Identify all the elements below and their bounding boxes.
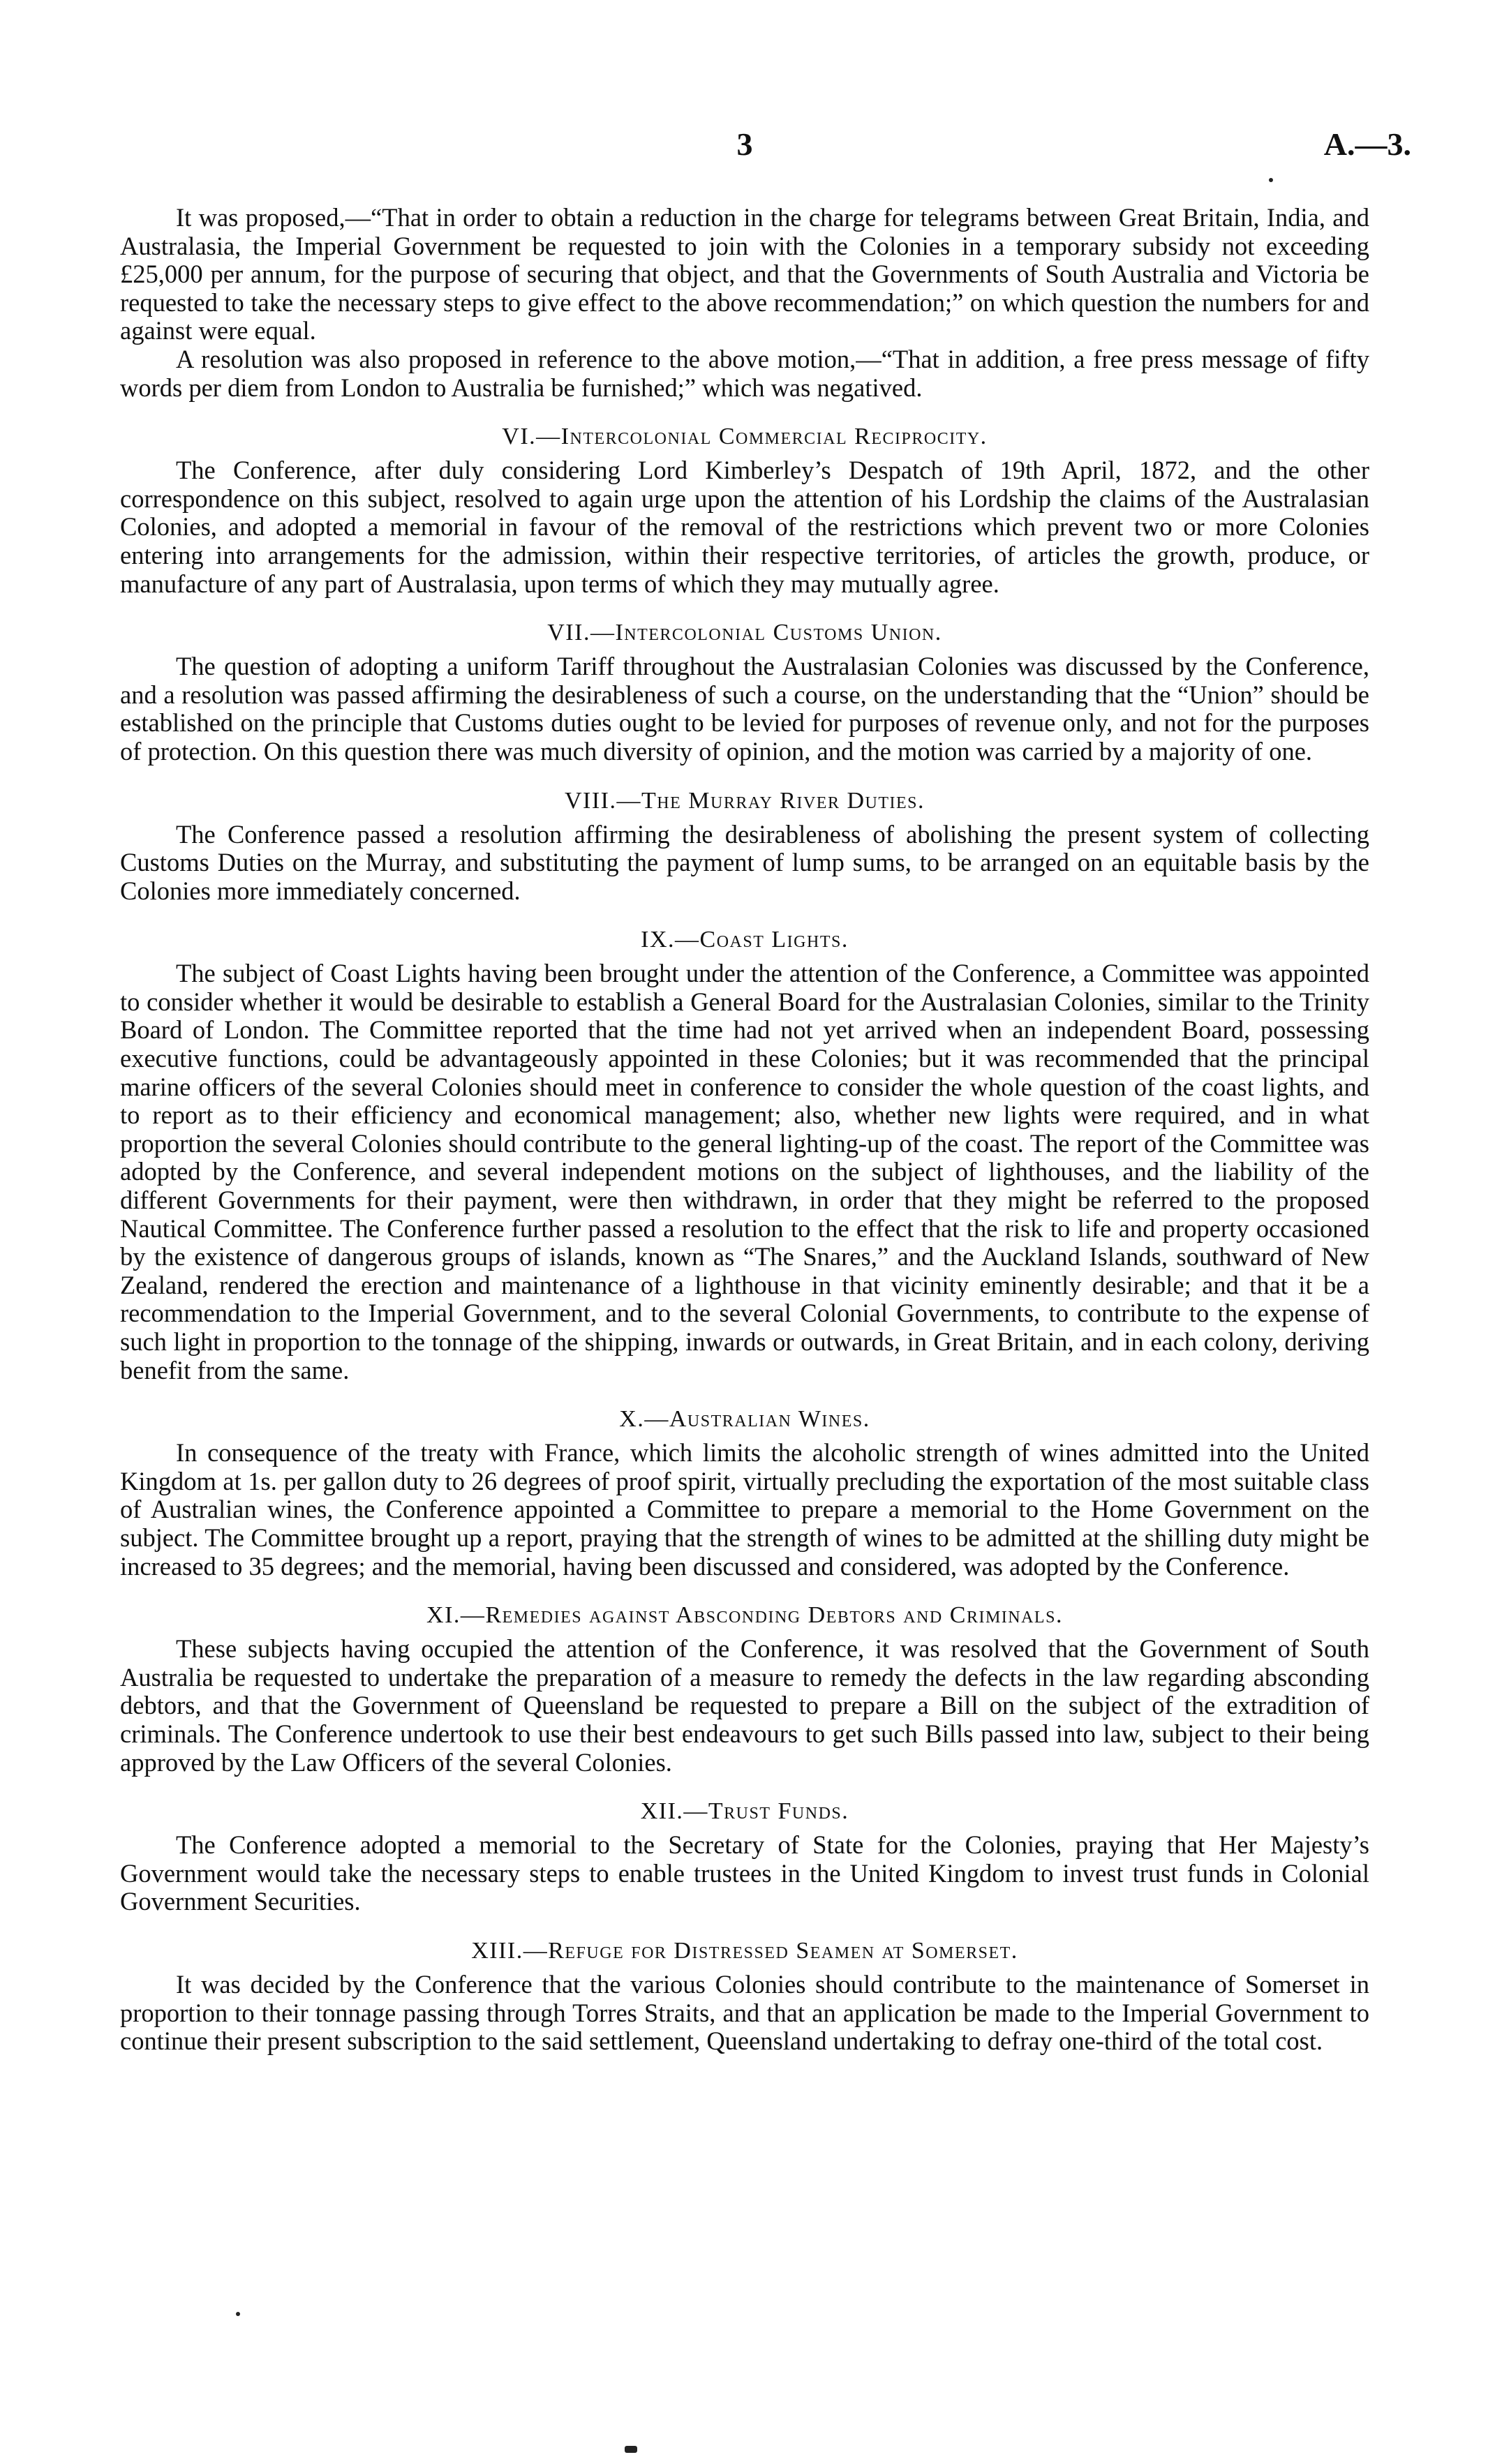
section-body-seamen-refuge: It was decided by the Conference that the various Colonies should contribute to the maintenance of Somerset in proportion to their tonnage passing through Torres Straits, and that an application be made to the Imperial Government to continue their present subscription to the said settlement, Queensland undertaking to defray one-third of the total cost. xyxy=(120,1969,1369,2056)
stray-dot-mark xyxy=(236,2312,240,2316)
section-numeral: XIII.— xyxy=(471,1937,549,1964)
section-body-murray-river: The Conference passed a resolution affirming the desirableness of abolishing the present system of collecting Customs Duties on the Murray, and substituting the payment of lump sums, to be arranged on an equitable basis by the Colonies more immediately concerned. xyxy=(120,819,1369,905)
section-numeral: IX.— xyxy=(641,927,700,953)
section-numeral: VII.— xyxy=(547,620,616,646)
section-heading-reciprocity xyxy=(120,423,1369,451)
section-body-trust-funds: The Conference adopted a memorial to the Secretary of State for the Colonies, praying that Her Majesty’s Government would take the necessary steps to enable trustees in the United Kingdom to invest trust funds in Colonial Government Securities. xyxy=(120,1830,1369,1916)
section-heading-murray-river xyxy=(120,787,1369,815)
section-heading-customs-union xyxy=(120,619,1369,647)
section-heading-absconding-debtors xyxy=(120,1601,1369,1629)
stray-dot-mark xyxy=(1269,178,1273,182)
section-body-australian-wines: In consequence of the treaty with France, which limits the alcoholic strength of wines admitted into the United Kingdom at 1s. per gallon duty to 26 degrees of proof spirit, virtually precluding the exportation of the most suitable class of Australian wines, the Conference appointed a Committee to prepare a memorial to the Home Government on the subject. The Committee brought up a report, praying that the strength of wines to be admitted at the shilling duty might be increased to 35 degrees; and the memorial, having been discussed and considered, was adopted by the Conference. xyxy=(120,1438,1369,1581)
page-number: 3 xyxy=(736,126,753,162)
section-numeral: XI.— xyxy=(426,1602,486,1629)
opening-paragraph-press-message: A resolution was also proposed in reference to the above motion,—“That in addition, a free press message of fifty words per diem from London to Australia be furnished;” which was negatived. xyxy=(120,344,1369,402)
section-title: Intercolonial Commercial Reciprocity. xyxy=(560,424,988,450)
section-body-coast-lights: The subject of Coast Lights having been brought under the attention of the Conference, a Committee was appointed to consider whether it would be desirable to establish a General Board for the Australasian Colonies, similar to the Trinity Board of London. The Committee reported that the time had not yet arrived when an independent Board, possessing executive functions, could be advantageously appointed in these Colonies; but it was recommended that the principal marine officers of the several Colonies should meet in conference to consider the whole question of the coast lights, and to report as to their efficiency and economical management; also, whether new lights were required, and in what proportion the several Colonies should contribute to the general lighting-up of the coast. The report of the Committee was adopted by the Conference, and several independent motions on the subject of lighthouses, and the liability of the different Governments for their payment, were then withdrawn, in order that they might be referred to the proposed Nautical Committee. The Conference further passed a resolution to the effect that the risk to life and property occasioned by the existence of dangerous groups of islands, known as “The Snares,” and the Auckland Islands, southward of New Zealand, rendered the erection and maintenance of a lighthouse in that vicinity eminently desirable; and that it be a recommendation to the Imperial Government, and to the several Colonial Governments, to contribute to the expense of such light in proportion to the tonnage of the shipping, inwards or outwards, in Great Britain, and in each colony, deriving benefit from the same. xyxy=(120,959,1369,1384)
section-body-reciprocity: The Conference, after duly considering Lord Kimberley’s Despatch of 19th April, 1872, and the other correspondence on this subject, resolved to again urge upon the attention of his Lordship the claims of the Australasian Colonies, and adopted a memorial in favour of the removal of the restrictions which prevent two or more Colonies entering into arrangements for the admission, within their respective territories, of articles the growth, produce, or manufacture of any part of Australasia, upon terms of which they may mutually agree. xyxy=(120,456,1369,598)
document-page xyxy=(120,119,1411,2056)
section-body-customs-union: The question of adopting a uniform Tariff throughout the Australasian Colonies was discussed by the Conference, and a resolution was passed affirming the desirableness of such a course, on the understanding that the “Union” should be established on the principle that Customs duties ought to be levied for purposes of revenue only, and not for the purposes of protection. On this question there was much diversity of opinion, and the motion was carried by a majority of one. xyxy=(120,652,1369,766)
section-title: Intercolonial Customs Union. xyxy=(615,620,942,646)
section-numeral: VIII.— xyxy=(564,787,641,814)
footer-ink-mark xyxy=(625,2446,637,2453)
document-body xyxy=(120,204,1369,2056)
section-title: Remedies against Absconding Debtors and Criminals. xyxy=(485,1602,1063,1629)
paper-reference: A.—3. xyxy=(1323,126,1411,162)
section-title: Coast Lights. xyxy=(699,927,849,953)
section-heading-seamen-refuge xyxy=(120,1937,1369,1965)
section-title: Refuge for Distressed Seamen at Somerset. xyxy=(548,1937,1018,1964)
section-heading-trust-funds xyxy=(120,1798,1369,1825)
page-header xyxy=(120,119,1411,181)
section-numeral: X.— xyxy=(619,1406,669,1433)
section-numeral: VI.— xyxy=(502,424,561,450)
section-numeral: XII.— xyxy=(640,1798,708,1825)
section-title: The Murray River Duties. xyxy=(641,787,925,814)
section-heading-coast-lights xyxy=(120,926,1369,954)
opening-paragraph-telegrams: It was proposed,—“That in order to obtain a reduction in the charge for telegrams between Great Britain, India, and Australasia, the Imperial Government be requested to join with the Colonies in a temporary subsidy not exceeding £25,000 per annum, for the purpose of securing that object, and that the Governments of South Australia and Victoria be requested to take the necessary steps to give effect to the above recommendation;” on which question the numbers for and against were equal. xyxy=(120,203,1369,345)
section-title: Trust Funds. xyxy=(708,1798,849,1825)
section-title: Australian Wines. xyxy=(669,1406,870,1433)
section-heading-australian-wines xyxy=(120,1405,1369,1433)
section-body-absconding-debtors: These subjects having occupied the attention of the Conference, it was resolved that the Government of South Australia be requested to undertake the preparation of a measure to remedy the defects in the law regarding absconding debtors, and that the Government of Queensland be requested to prepare a Bill on the subject of the extradition of criminals. The Conference undertook to use their best endeavours to get such Bills passed into law, subject to their being approved by the Law Officers of the several Colonies. xyxy=(120,1634,1369,1777)
